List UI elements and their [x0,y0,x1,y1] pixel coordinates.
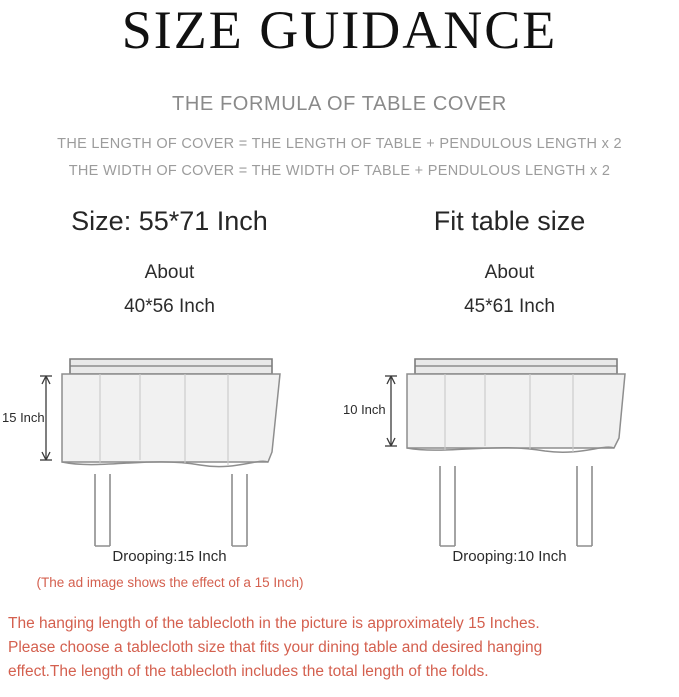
ad-image-note: (The ad image shows the effect of a 15 Inch) [36,575,304,590]
footer-line-3: effect.The length of the tablecloth includes the total length of the folds. [8,663,489,681]
footer-line-1: The hanging length of the tablecloth in the picture is approximately 15 Inches. [8,615,540,632]
table-diagram-right [340,334,679,549]
column-title-right: Fit table size [433,206,586,236]
about-label-left: About [144,262,195,283]
formula-heading: THE FORMULA OF TABLE COVER [172,93,507,115]
table-dims-left: 40*56 Inch [124,296,215,317]
table-dims-right: 45*61 Inch [464,296,555,317]
about-label-right: About [484,262,535,283]
column-title-left: Size: 55*71 Inch [71,206,268,236]
formula-width-line: THE WIDTH OF COVER = THE WIDTH OF TABLE + PENDULOUS LENGTH x 2 [68,163,611,179]
column-fit-table-size [340,206,679,591]
drooping-label-left: Drooping:15 Inch [112,548,227,565]
footer-line-2: Please choose a tablecloth size that fits your dining table and desired hanging [8,639,543,657]
page-title: SIZE GUIDANCE [121,0,558,60]
drop-label-right-text: 10 Inch [343,402,386,417]
formula-length-line: THE LENGTH OF COVER = THE LENGTH OF TABLE + PENDULOUS LENGTH x 2 [57,136,622,152]
drooping-label-right: Drooping:10 Inch [452,548,567,565]
drop-label-left-text: 15 Inch [2,410,45,425]
column-cover-size [0,206,339,591]
footer-note [8,612,673,684]
table-diagram-left [0,334,339,549]
